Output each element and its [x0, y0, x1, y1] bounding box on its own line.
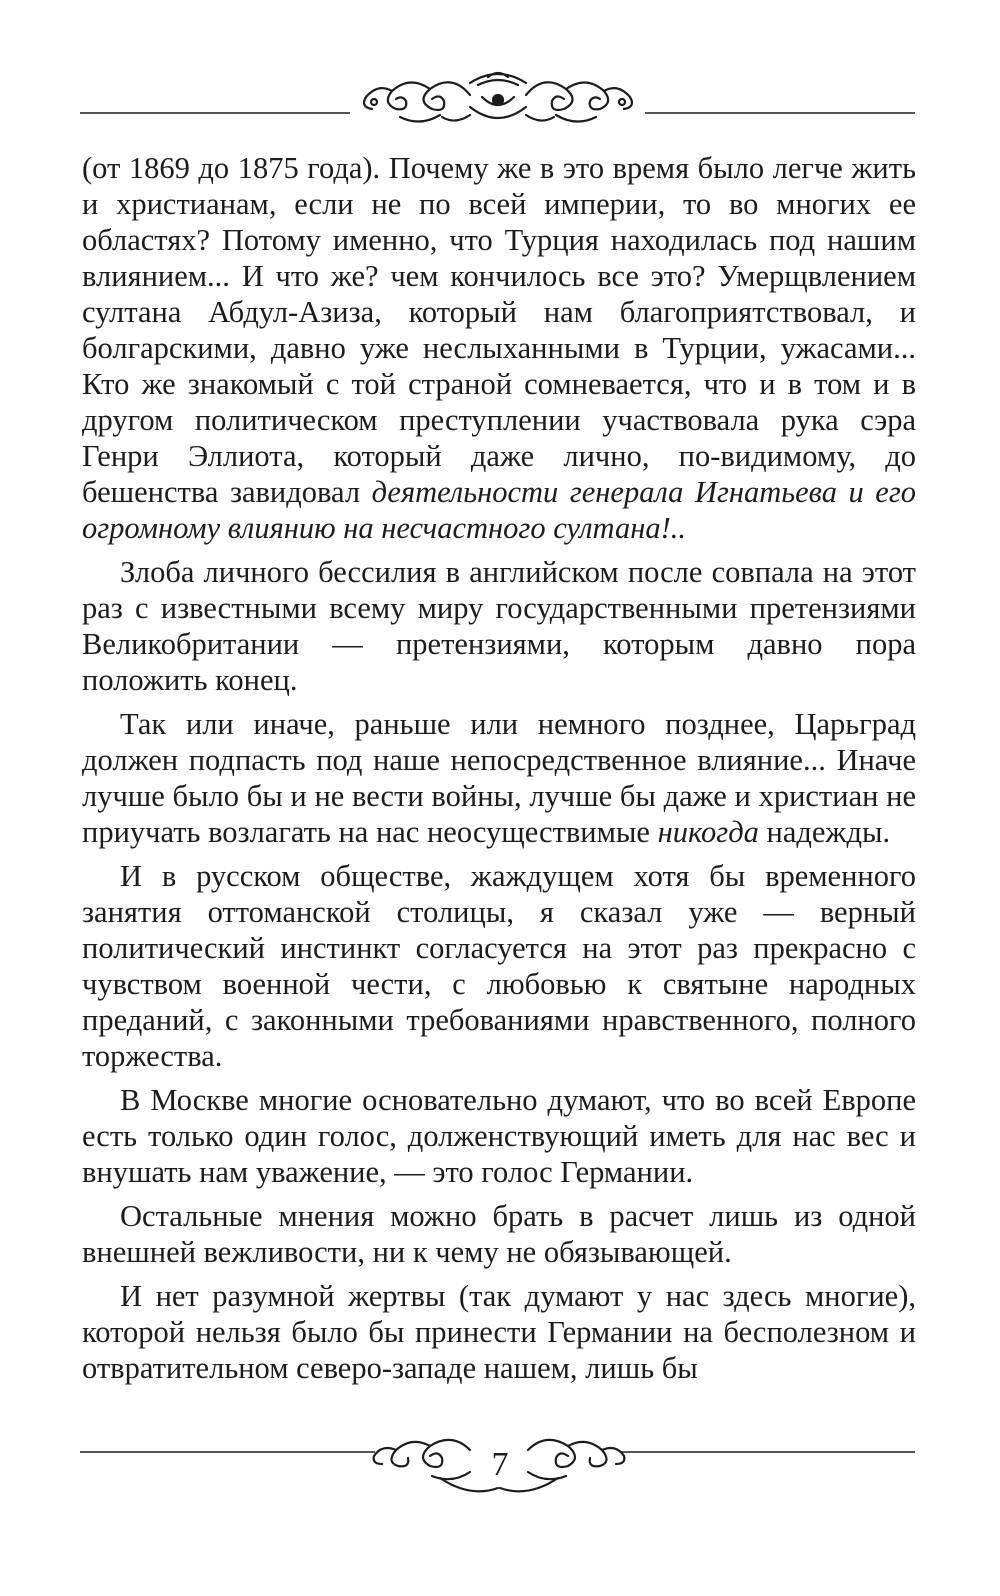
text-run: Остальные мнения можно брать в расчет лишь из одной внешней вежливости, ни к чему не обязывающей. — [82, 1199, 916, 1269]
text-run: надежды. — [758, 815, 891, 849]
header-ornament — [0, 55, 1000, 150]
text-run-italic: деятельности генерала Игнатьева и его огромному влиянию на несчастного султана!.. — [82, 475, 916, 545]
page-number: 7 — [491, 1446, 509, 1483]
paragraph — [82, 1278, 916, 1386]
text-run: Злоба личного бессилия в английском после совпала на этот раз с известными всему миру государственными претензиями Великобритании — претензиями, которым давно пора положить конец. — [82, 555, 916, 697]
text-run: И в русском обществе, жаждущем хотя бы временного занятия оттоманской столицы, я сказал уже — верный политический инстинкт согласуется на этот раз прекрасно с чувством военной чести, с любовью к святыне народных преданий, с законными требованиями нравственного, полного торжества. — [82, 859, 916, 1073]
text-run-italic: никогда — [657, 815, 759, 849]
paragraph — [82, 858, 916, 1074]
paragraph — [82, 706, 916, 850]
text-run: И нет разумной жертвы (так думают у нас здесь многие), которой нельзя было бы принести Германии на бесполезном и отвратительном северо-западе нашем, лишь бы — [82, 1279, 916, 1385]
text-run: В Москве многие основательно думают, что во всей Европе есть только один голос, долженствующий иметь для нас вес и внушать нам уважение, — это голос Германии. — [82, 1083, 916, 1189]
paragraph — [82, 150, 916, 546]
header-flourish — [364, 73, 632, 122]
text-run: (от 1869 до 1875 года). Почему же в это время было легче жить и христианам, если не по всей империи, то во многих ее областях? Потому именно, что Турция находилась под нашим влиянием... И что же? чем кончилось все это? Умерщвлением султана Абдул-Азиза, который нам благоприятствовал, и болгарскими, давно уже неслыханными в Турции, ужасами... Кто же знакомый с той страной сомневается, что и в том и в другом политическом преступлении участвовала рука сэра Генри Эллиота, который даже лично, по-видимому, до бешенства завидовал — [82, 151, 916, 509]
body-text — [82, 150, 916, 1394]
paragraph — [82, 1082, 916, 1190]
paragraph — [82, 1198, 916, 1270]
paragraph — [82, 554, 916, 698]
text-run: Так или иначе, раньше или немного позднее, Царьград должен подпасть под наше непосредственное влияние... Иначе лучше было бы и не вести войны, лучше бы даже и христиан не приучать возлагать на нас неосуществимые — [82, 707, 916, 849]
